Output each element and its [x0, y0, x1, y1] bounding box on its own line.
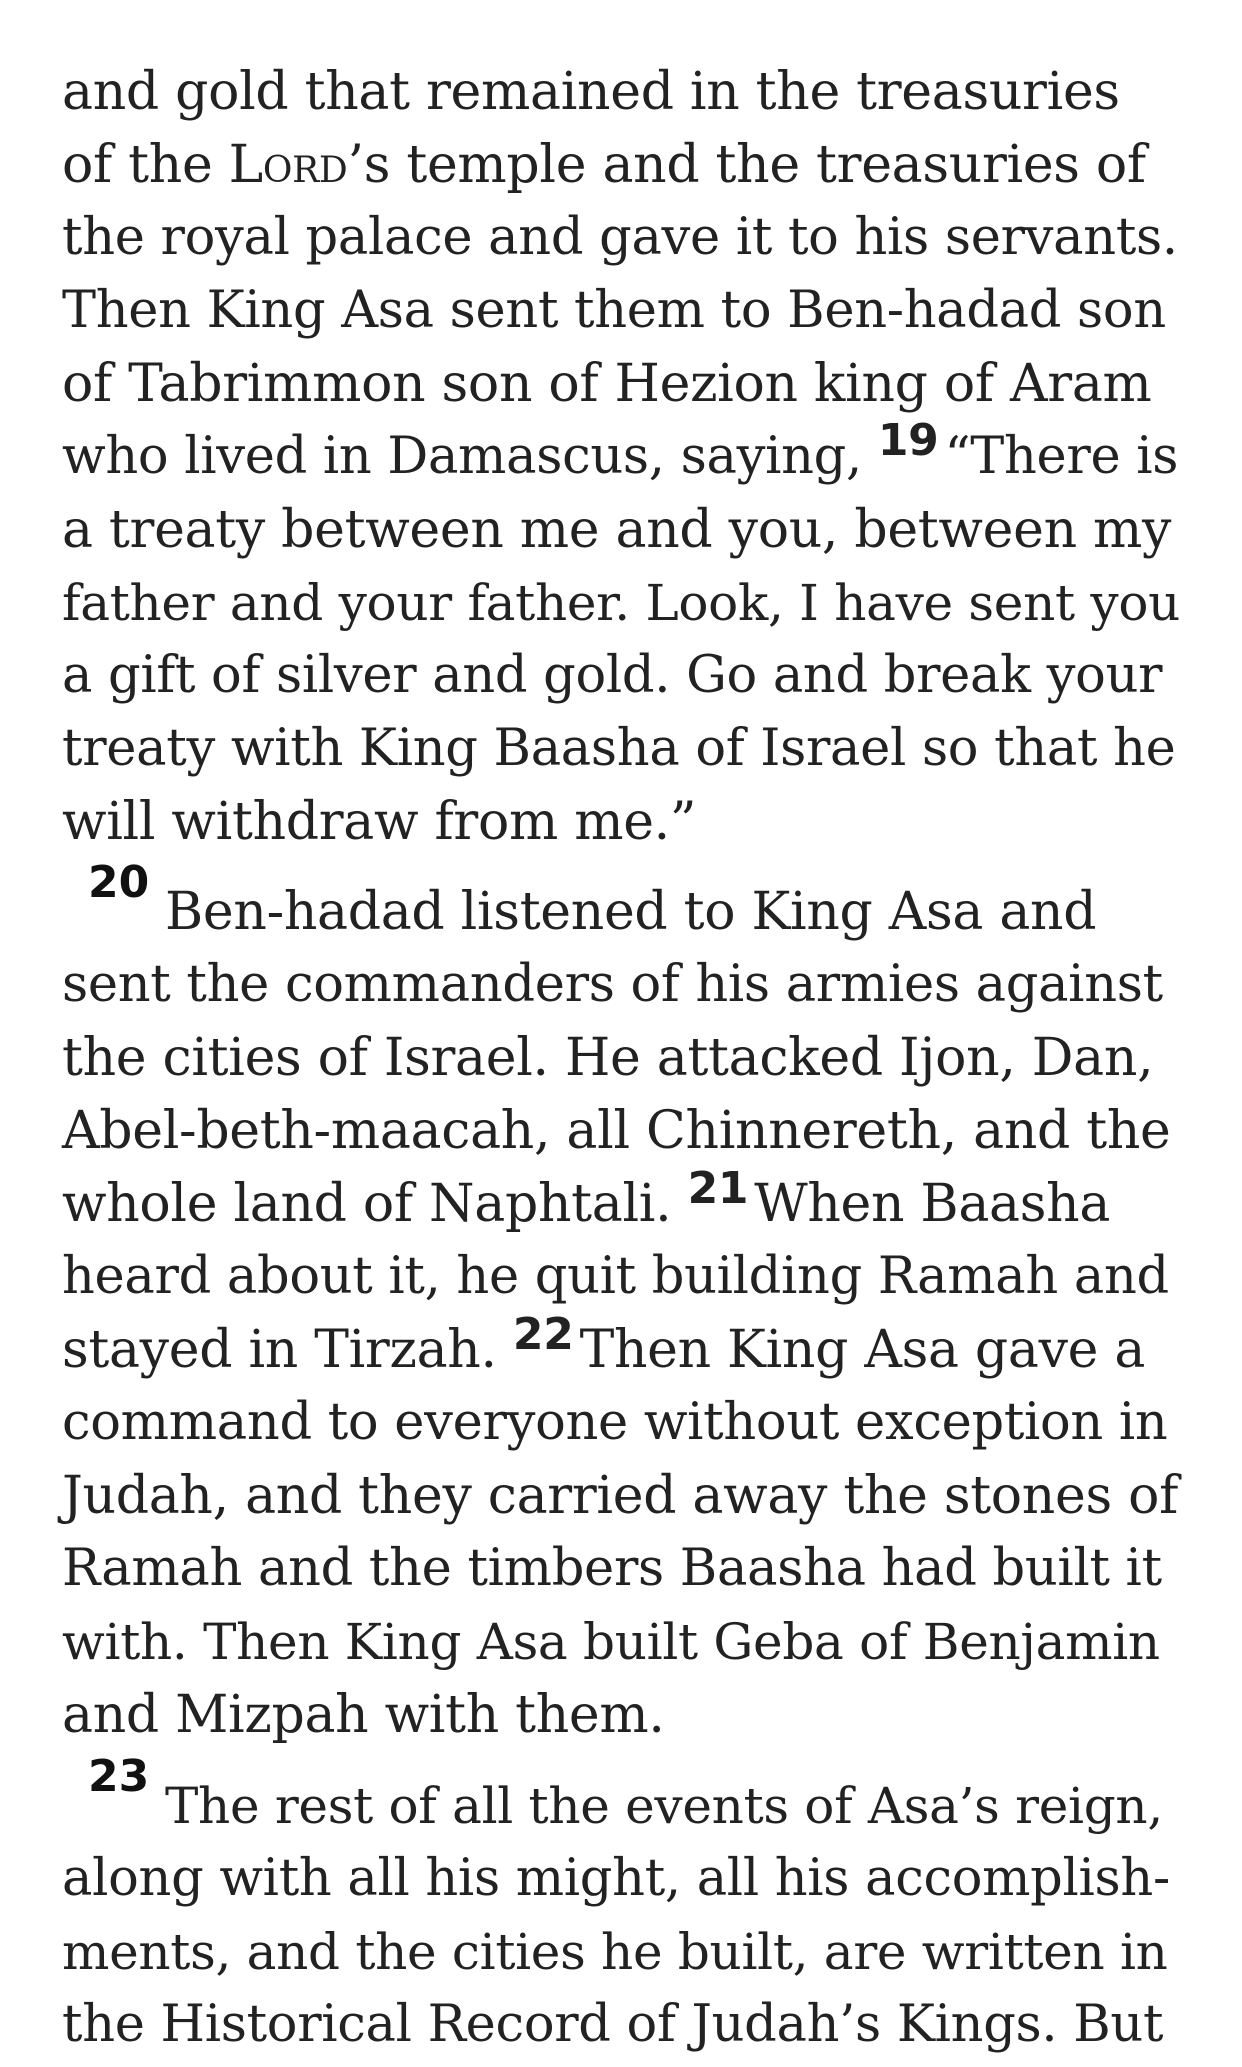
text-line: [62, 1163, 1111, 1237]
text-line: Judah, and they carried away the stones of: [62, 1466, 1179, 1526]
text-line: along with all his might, all his accomplish-: [62, 1849, 1170, 1908]
divine-name: Lord: [228, 135, 348, 195]
text-segment: Then King Asa gave a: [579, 1320, 1146, 1380]
verse-number[interactable]: 19: [877, 415, 939, 466]
text-segment: ’s temple and the treasuries of: [347, 135, 1146, 195]
text-segment: stayed in Tirzah.: [62, 1320, 513, 1380]
text-line: heard about it, he quit building Ramah and: [62, 1247, 1169, 1306]
text-line: a gift of silver and gold. Go and break your: [62, 646, 1163, 705]
text-segment: “There is: [944, 427, 1179, 486]
text-line: Abel-beth-maacah, all Chinnereth, and the: [62, 1101, 1171, 1161]
text-line: [62, 415, 1179, 489]
text-line: the Historical Record of Judah’s Kings. But: [62, 1995, 1164, 2054]
text-line: command to everyone without exception in: [62, 1393, 1168, 1452]
verse-number[interactable]: 23: [88, 1751, 150, 1802]
text-line: The rest of all the events of Asa’s reign,: [165, 1777, 1163, 1835]
text-line: Ramah and the timbers Baasha had built it: [62, 1539, 1162, 1598]
verse-number[interactable]: 21: [687, 1163, 749, 1214]
text-line: father and your father. Look, I have sent you: [62, 574, 1181, 632]
verse-number[interactable]: 20: [88, 857, 150, 908]
text-line: Ben-hadad listened to King Asa and: [165, 882, 1097, 942]
text-line: will withdraw from me.”: [62, 792, 697, 852]
text-line: sent the commanders of his armies against: [62, 955, 1163, 1014]
text-line: Then King Asa sent them to Ben-hadad son: [62, 281, 1166, 340]
text-segment: whole land of Naphtali.: [62, 1174, 688, 1234]
text-line: the royal palace and gave it to his servants.: [62, 208, 1178, 267]
text-line: ments, and the cities he built, are written in: [62, 1923, 1168, 1981]
text-line: a treaty between me and you, between my: [62, 500, 1172, 560]
verse-number[interactable]: 22: [512, 1309, 574, 1360]
text-line: and Mizpah with them.: [62, 1685, 665, 1745]
text-line: with. Then King Asa built Geba of Benjamin: [62, 1613, 1160, 1671]
text-line: the cities of Israel. He attacked Ijon, Dan,: [62, 1028, 1154, 1088]
text-segment: of the: [62, 135, 229, 195]
text-segment: who lived in Damascus, saying,: [62, 427, 878, 486]
text-line: of Tabrimmon son of Hezion king of Aram: [62, 354, 1152, 414]
text-line: [62, 135, 1146, 195]
text-line: [62, 1309, 1146, 1383]
text-line: treaty with King Baasha of Israel so that he: [62, 719, 1176, 778]
text-line: and gold that remained in the treasuries: [62, 62, 1120, 122]
text-segment: When Baasha: [754, 1174, 1111, 1234]
